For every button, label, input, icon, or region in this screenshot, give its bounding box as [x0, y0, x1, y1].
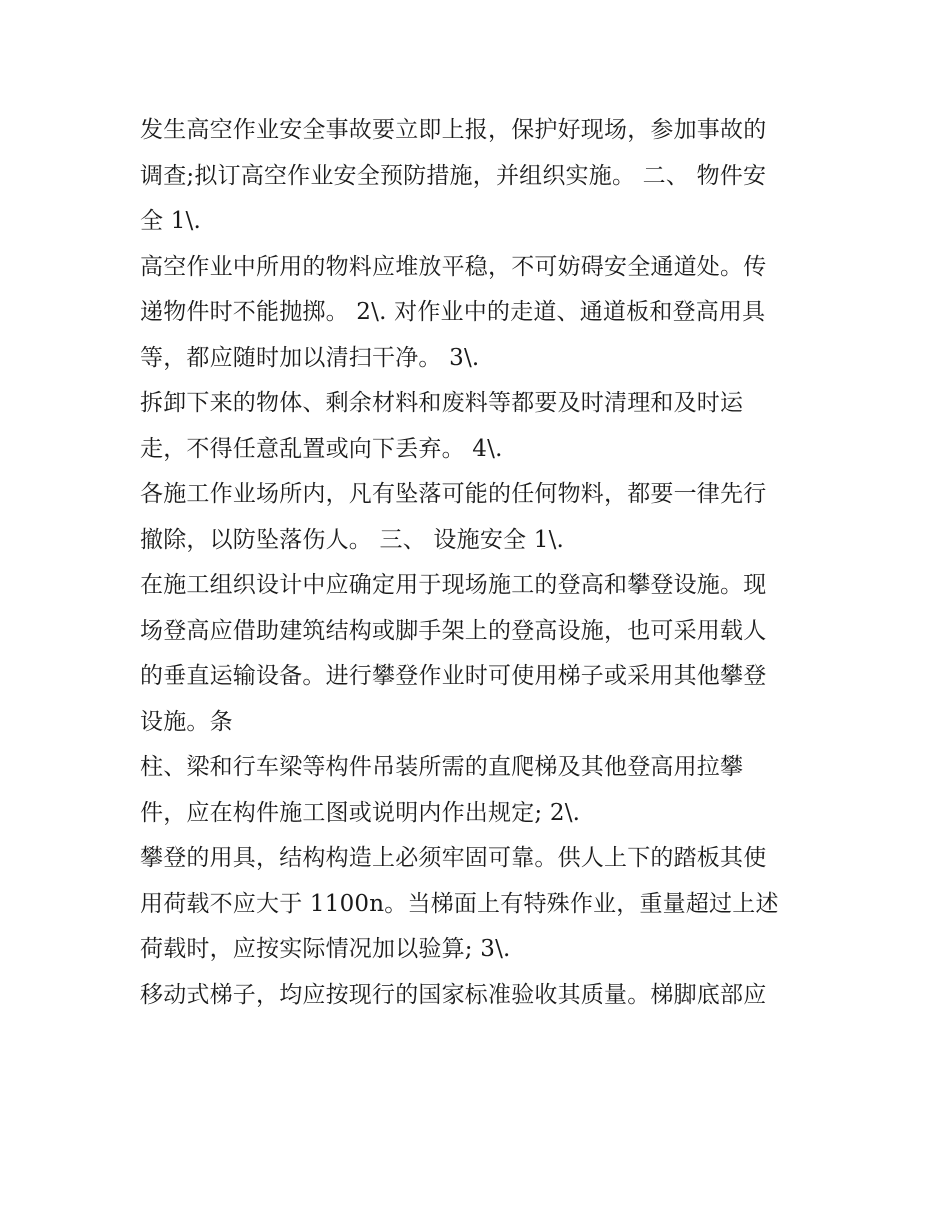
text-line: 撤除，以防坠落伤人。 三、 设施安全 1\. — [140, 526, 565, 553]
text-line: 攀登的用具，结构构造上必须牢固可靠。供人上下的踏板其使 — [140, 845, 767, 871]
text-line: 递物件时不能抛掷。 2\. 对作业中的走道、通道板和登高用具 — [140, 299, 766, 325]
text-line: 件，应在构件施工图或说明内作出规定; 2\. — [140, 799, 581, 826]
text-line: 的垂直运输设备。进行攀登作业时可使用梯子或采用其他攀登 — [140, 663, 767, 689]
text-line: 移动式梯子，均应按现行的国家标准验收其质量。梯脚底部应 — [140, 981, 767, 1008]
text-line: 荷载时，应按实际情况加以验算; 3\. — [140, 936, 511, 962]
text-line: 柱、梁和行车梁等构件吊装所需的直爬梯及其他登高用拉攀 — [140, 754, 744, 780]
text-line: 用荷载不应大于 1100n。当梯面上有特殊作业，重量超过上述 — [140, 890, 779, 917]
document-body — [140, 108, 820, 1018]
text-line: 场登高应借助建筑结构或脚手架上的登高设施，也可采用载人 — [140, 617, 767, 644]
text-line: 等，都应随时加以清扫干净。 3\. — [140, 344, 480, 371]
text-line: 全 1\. — [140, 208, 202, 234]
text-line: 高空作业中所用的物料应堆放平稳，不可妨碍安全通道处。传 — [140, 253, 767, 280]
text-line: 调查;拟订高空作业安全预防措施，并组织实施。 二、 物件安 — [140, 162, 767, 189]
text-line: 在施工组织设计中应确定用于现场施工的登高和攀登设施。现 — [140, 572, 767, 598]
text-line: 拆卸下来的物体、剩余材料和废料等都要及时清理和及时运 — [140, 390, 744, 416]
text-line: 发生高空作业安全事故要立即上报，保护好现场，参加事故的 — [140, 117, 767, 143]
text-line: 设施。条 — [140, 708, 233, 735]
text-line: 各施工作业场所内，凡有坠落可能的任何物料，都要一律先行 — [140, 481, 767, 507]
text-line: 走，不得任意乱置或向下丢弃。 4\. — [140, 435, 503, 462]
